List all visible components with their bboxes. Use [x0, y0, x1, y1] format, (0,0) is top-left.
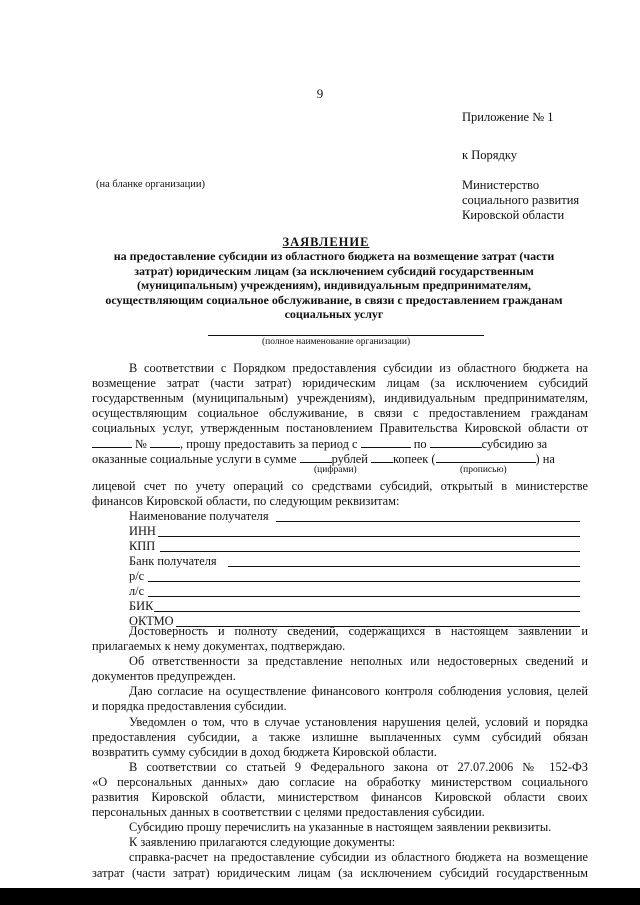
para-line: Достоверность и полноту сведений, содержащихся в настоящем заявлении и [129, 624, 588, 638]
para-line: государственным (муниципальным) учреждениям), индивидуальным предпринимателям, [92, 391, 588, 406]
decree-number-field[interactable] [150, 436, 180, 448]
para-line: справка-расчет на предоставление субсидии из областного бюджета на возмещение [129, 850, 588, 865]
field-recipient-name-label: Наименование получателя [129, 509, 269, 523]
para-line: персональных данных в соответствии с целями предоставления субсидии. [92, 805, 485, 820]
para-line: К заявлению прилагаются следующие документы: [129, 835, 396, 850]
period-line [92, 436, 547, 452]
field-recipient-name-input[interactable] [276, 521, 580, 522]
field-kpp-input[interactable] [160, 551, 580, 552]
recipient-line-1: Министерство [462, 178, 540, 192]
org-name-line[interactable] [208, 335, 484, 336]
para-line: Уведомлен о том, что в случае установления нарушения целей, условий и порядка [129, 714, 588, 729]
recipient-line-3: Кировской области [462, 208, 565, 222]
digits-caption: (цифрами) [314, 465, 357, 475]
field-ls-input[interactable] [148, 596, 580, 597]
field-bank-input[interactable] [228, 566, 580, 567]
kopecks-text: копеек ( [393, 452, 436, 466]
recipient-line-2: социального развития [462, 193, 580, 207]
amount-words-field[interactable] [436, 451, 536, 463]
field-bank-label: Банк получателя [129, 554, 217, 568]
para-line: осуществляющим социальное обслуживание, в связи с предоставлением гражданам [92, 406, 588, 421]
para-line: затрат (части затрат) юридическим лицам (за исключением субсидий государственным [92, 865, 588, 880]
subtitle-line: социальных услуг [284, 307, 384, 322]
org-name-caption: (полное наименование организации) [262, 337, 411, 347]
paragraphs-block [92, 624, 588, 881]
words-caption: (прописью) [460, 465, 507, 475]
para-line: возвратить сумму субсидии в доход бюджета Кировской области. [92, 744, 437, 759]
amount-kopecks-field[interactable] [371, 451, 393, 463]
field-bik-input[interactable] [154, 611, 580, 612]
para-line: В соответствии с Порядком предоставления субсидии из областного бюджета на [129, 361, 588, 375]
decree-date-field[interactable] [92, 436, 132, 448]
period-to-field[interactable] [430, 436, 482, 448]
field-oktmo-label: ОКТМО [129, 614, 174, 628]
subtitle-line: осуществляющим социальное обслуживание, в связи с предоставлением гражданам [105, 292, 563, 307]
subtitle-line: на предоставление субсидии из областного бюджета на возмещение затрат (части [113, 249, 555, 263]
period-request-text: , прошу предоставить за период с [180, 437, 358, 451]
field-kpp-label: КПП [129, 539, 156, 553]
para-line: В соответствии со статьей 9 Федерального закона от 27.07.2006 № 152-ФЗ [129, 759, 588, 774]
blank-note: (на бланке организации) [96, 179, 205, 190]
paragraph-1-end [92, 479, 588, 509]
field-ls-label: л/с [129, 584, 145, 598]
page-number: 9 [316, 86, 324, 101]
para-line: социальных услуг, утвержденным постановлением Правительства Кировской области от [92, 421, 588, 436]
document-subtitle [84, 249, 584, 322]
para-line: лицевой счет по учету операций со средствами субсидий, открытый в министерстве [92, 479, 588, 493]
subtitle-line: затрат) юридическим лицам (за исключением субсидий государственным [134, 263, 534, 278]
number-sign: № [135, 437, 147, 451]
para-line: Субсидию прошу перечислить на указанные в настоящем заявлении реквизиты. [129, 820, 552, 835]
para-line: финансов Кировской области, по следующим реквизитам: [92, 494, 400, 509]
period-from-field[interactable] [361, 436, 411, 448]
para-line: Об ответственности за представление неполных или недостоверных сведений и [129, 654, 588, 669]
field-bik-label: БИК [129, 599, 154, 613]
paragraph-1 [92, 361, 588, 436]
para-line: предоставления субсидии, а также излишне выплаченных сумм субсидий обязан [92, 729, 588, 744]
rubles-text: рублей [331, 452, 368, 466]
amount-rubles-field[interactable] [300, 451, 332, 463]
para-line: документов предупрежден. [92, 669, 236, 684]
field-rs-input[interactable] [148, 581, 580, 582]
para-line: и порядка предоставления субсидии. [92, 699, 287, 714]
scan-edge-bar [0, 888, 640, 905]
field-inn-label: ИНН [129, 524, 156, 538]
para-line: Даю согласие на осуществление финансового контроля соблюдения условия, целей [129, 684, 588, 699]
document-title: ЗАЯВЛЕНИЕ [282, 235, 370, 249]
para-line: прилагаемых к нему документах, подтверждаю. [92, 639, 346, 654]
para-line: возмещение затрат (части затрат) юридическим лицам (за исключением субсидий [92, 376, 588, 391]
field-rs-label: р/с [129, 569, 145, 583]
para-line: развития Кировской области, министерством финансов Кировской области своих [92, 790, 588, 805]
appendix-label: Приложение № 1 [462, 110, 554, 124]
period-to-text: по [413, 437, 427, 451]
field-inn-input[interactable] [158, 536, 580, 537]
amount-text: оказанные социальные услуги в сумме [92, 452, 297, 466]
subtitle-line: (муниципальным) учреждениям), индивидуальным предпринимателям, [136, 278, 532, 293]
to-order-label: к Порядку [462, 148, 517, 162]
subsidy-for-text: субсидию за [481, 437, 548, 451]
para-line: «О персональных данных» даю согласие на обработку министерством социального [92, 774, 588, 789]
to-account-text: ) на [535, 452, 555, 466]
